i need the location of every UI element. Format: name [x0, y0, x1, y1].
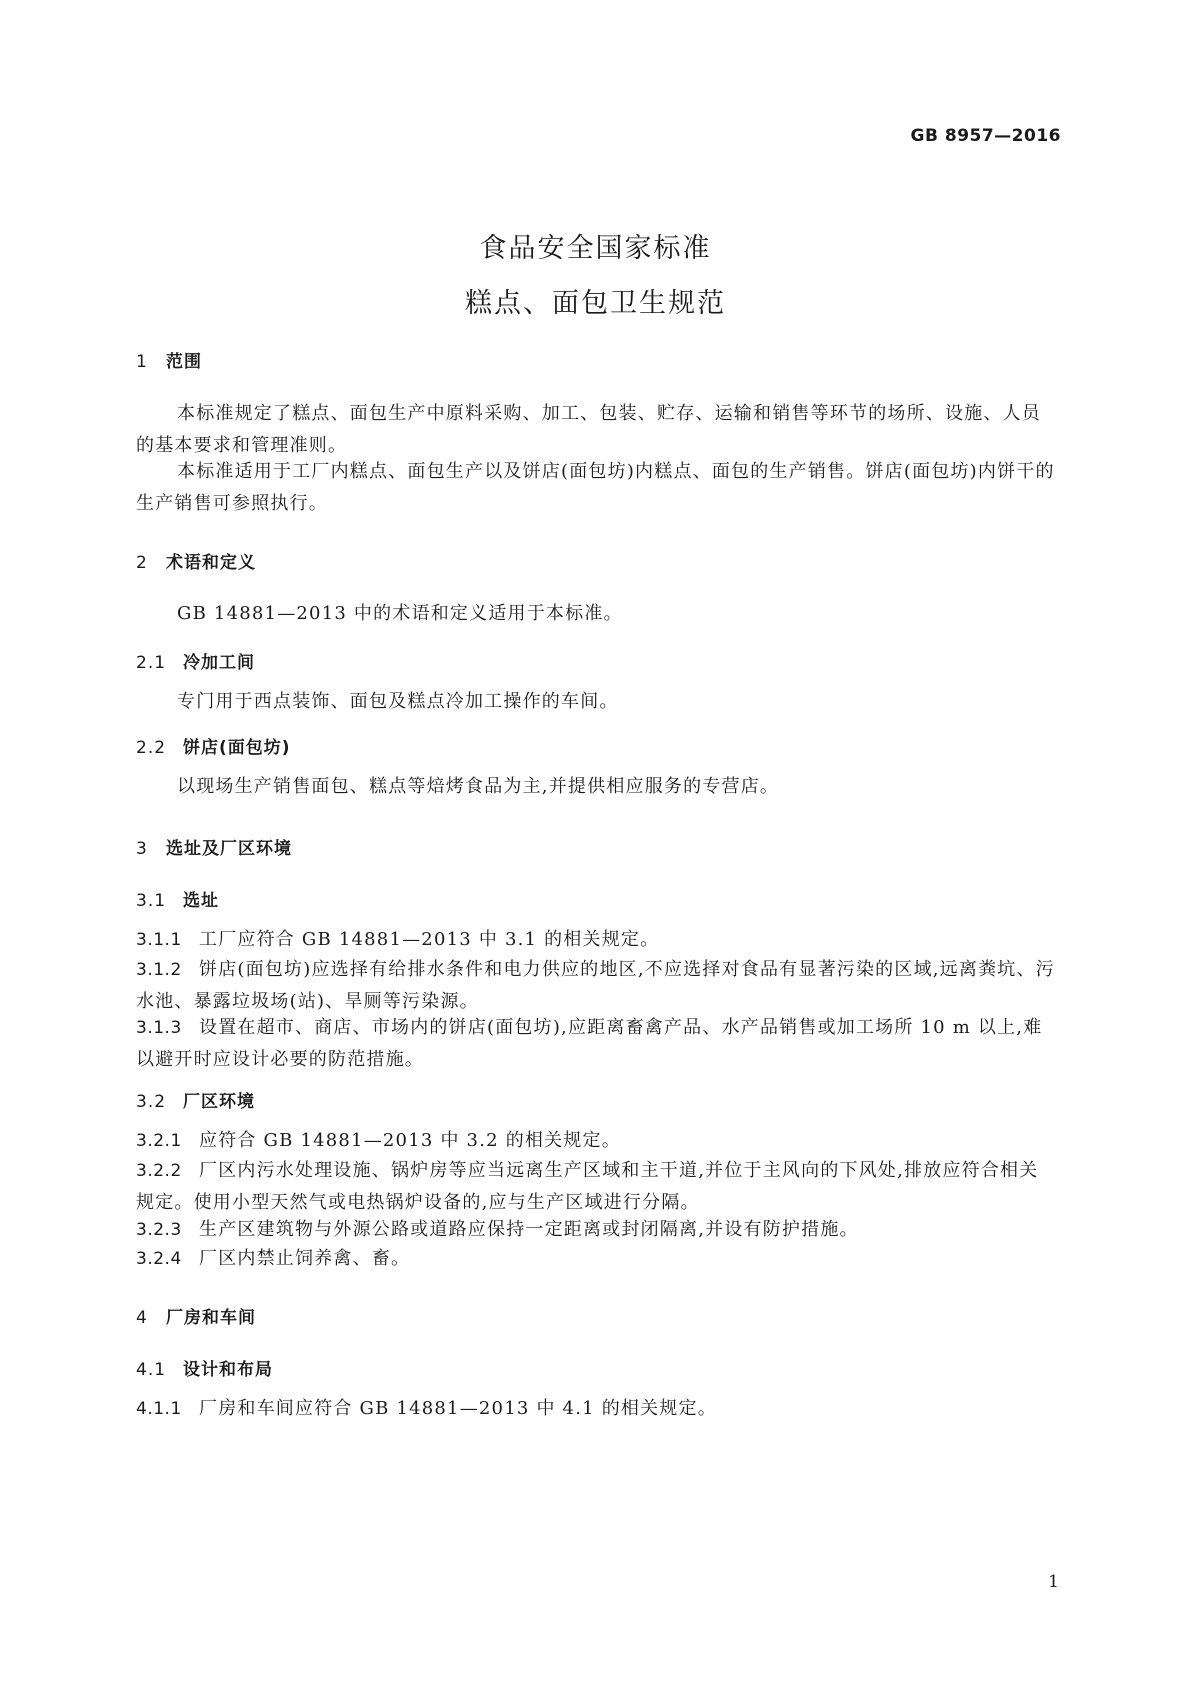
- section-title: 饼店(面包坊): [183, 738, 291, 758]
- clause-number: 3.1.1: [136, 930, 182, 950]
- section-1-paragraph-1: 本标准规定了糕点、面包生产中原料采购、加工、包装、贮存、运输和销售等环节的场所、设施、人员的基本要求和管理准则。: [136, 403, 1041, 456]
- clause-text: 饼店(面包坊)应选择有给排水条件和电力供应的地区,不应选择对食品有显著污染的区域,远离粪坑、污水池、暴露垃圾场(站)、旱厕等污染源。: [136, 959, 1055, 1012]
- clause-text: 厂区内污水处理设施、锅炉房等应当远离生产区域和主干道,并位于主风向的下风处,排放应符合相关规定。使用小型天然气或电热锅炉设备的,应与生产区域进行分隔。: [136, 1160, 1039, 1213]
- clause-3-2-4: [136, 1243, 1056, 1275]
- section-4-1-heading: [136, 1355, 273, 1380]
- section-title: 厂房和车间: [166, 1308, 256, 1328]
- clause-3-2-3: [136, 1214, 1056, 1246]
- clause-text: 设置在超市、商店、市场内的饼店(面包坊),应距离畜禽产品、水产品销售或加工场所 10 m 以上,难以避开时应设计必要的防范措施。: [136, 1017, 1043, 1070]
- page-number: 1: [1048, 1572, 1059, 1592]
- clause-4-1-1: [136, 1393, 1056, 1425]
- section-number: 3.1: [136, 891, 167, 911]
- clause-3-1-3: [136, 1012, 1056, 1076]
- section-number: 1: [136, 352, 148, 372]
- section-number: 4.1: [136, 1360, 167, 1380]
- clause-3-2-2: [136, 1155, 1056, 1219]
- section-2-1-heading: [136, 648, 255, 673]
- section-4-heading: [136, 1303, 256, 1328]
- clause-number: 4.1.1: [136, 1399, 182, 1419]
- section-2-2-heading: [136, 733, 291, 758]
- clause-number: 3.2.3: [136, 1220, 182, 1240]
- clause-text: 厂区内禁止饲养禽、畜。: [199, 1248, 411, 1269]
- section-2-heading: [136, 548, 256, 573]
- section-title: 冷加工间: [183, 653, 255, 673]
- section-number: 3: [136, 839, 148, 859]
- clause-text: 生产区建筑物与外源公路或道路应保持一定距离或封闭隔离,并设有防护措施。: [199, 1219, 859, 1240]
- standard-number: GB 8957—2016: [910, 126, 1061, 146]
- section-3-heading: [136, 834, 292, 859]
- clause-3-2-1: [136, 1125, 1056, 1157]
- document-title: 食品安全国家标准: [479, 233, 712, 264]
- clause-text: 厂房和车间应符合 GB 14881—2013 中 4.1 的相关规定。: [199, 1398, 717, 1419]
- section-2-1-text: 专门用于西点装饰、面包及糕点冷加工操作的车间。: [177, 691, 619, 712]
- section-number: 2.1: [136, 653, 167, 673]
- clause-number: 3.2.1: [136, 1131, 182, 1151]
- section-3-2-heading: [136, 1087, 255, 1112]
- section-number: 3.2: [136, 1092, 167, 1112]
- clause-number: 3.2.2: [136, 1161, 182, 1181]
- section-title: 选址及厂区环境: [166, 839, 292, 859]
- section-title: 术语和定义: [166, 553, 256, 573]
- section-2-paragraph: GB 14881—2013 中的术语和定义适用于本标准。: [177, 603, 623, 624]
- section-title: 范围: [166, 352, 202, 372]
- section-title: 选址: [183, 891, 219, 911]
- clause-number: 3.2.4: [136, 1249, 182, 1269]
- section-number: 4: [136, 1308, 148, 1328]
- section-number: 2.2: [136, 738, 167, 758]
- section-number: 2: [136, 553, 148, 573]
- section-2-2-text: 以现场生产销售面包、糕点等焙烤食品为主,并提供相应服务的专营店。: [177, 776, 780, 797]
- clause-number: 3.1.2: [136, 960, 182, 980]
- section-title: 设计和布局: [183, 1360, 273, 1380]
- section-title: 厂区环境: [183, 1092, 255, 1112]
- section-1-paragraph-2: 本标准适用于工厂内糕点、面包生产以及饼店(面包坊)内糕点、面包的生产销售。饼店(面包坊)内饼干的生产销售可参照执行。: [136, 461, 1055, 514]
- clause-3-1-2: [136, 954, 1056, 1018]
- section-3-1-heading: [136, 886, 219, 911]
- clause-number: 3.1.3: [136, 1018, 182, 1038]
- section-1-heading: [136, 347, 202, 372]
- document-subtitle: 糕点、面包卫生规范: [465, 288, 726, 319]
- clause-3-1-1: [136, 924, 1056, 956]
- clause-text: 应符合 GB 14881—2013 中 3.2 的相关规定。: [199, 1130, 621, 1151]
- clause-text: 工厂应符合 GB 14881—2013 中 3.1 的相关规定。: [199, 929, 660, 950]
